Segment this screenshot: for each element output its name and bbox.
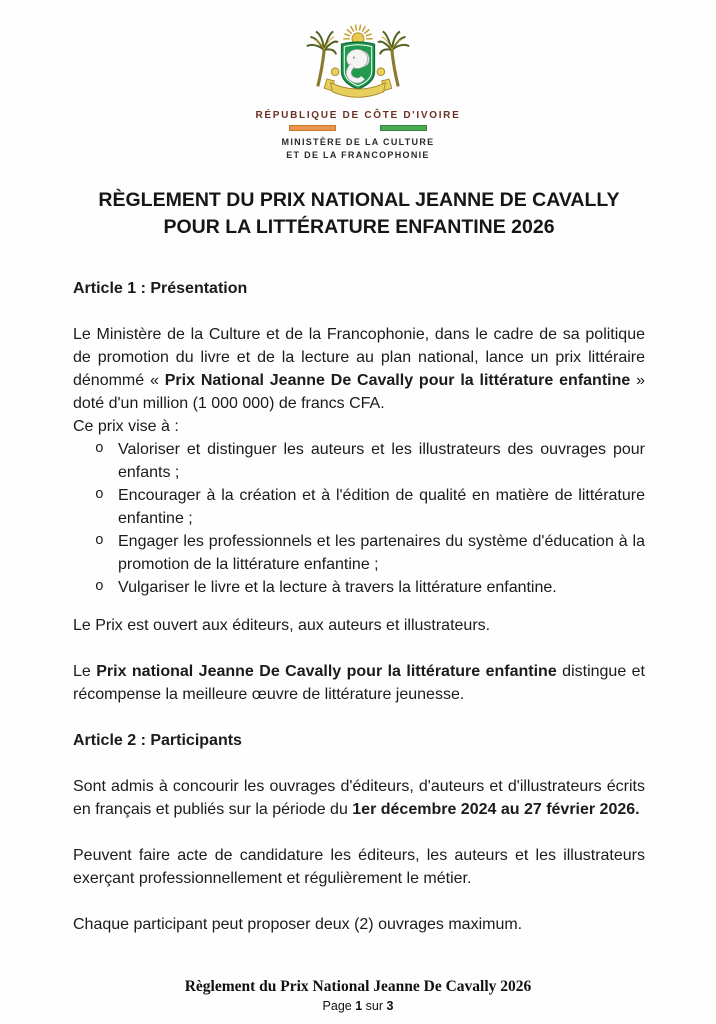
prize-name-bold: Prix national Jeanne De Cavally pour la littérature enfantine	[96, 663, 557, 681]
article-1-heading: Article 1 : Présentation	[73, 280, 248, 298]
goal-text: Engager les professionnels et les partenaires du système d'éducation à la promotion de la littérature enfantine ;	[118, 533, 645, 574]
goal-text: Valoriser et distinguer les auteurs et les illustrateurs des ouvrages pour enfants ;	[118, 441, 645, 482]
palm-tree-right-icon	[378, 32, 409, 87]
page-number	[0, 999, 716, 1013]
goal-text: Vulgariser le livre et la lecture à travers la littérature enfantine.	[118, 579, 557, 597]
article-1-intro-paragraph	[73, 323, 645, 415]
footer	[0, 978, 716, 1013]
ministry-line-1: MINISTÈRE DE LA CULTURE	[281, 137, 435, 147]
goal-item	[73, 576, 645, 599]
scroll-curl-left	[331, 68, 339, 76]
intro-text-pre: Le Ministère de la Culture et de la Francophonie, dans le cadre de sa politique de promotion du livre et de la lecture au plan national, lance un prix littéraire dénommé «	[73, 326, 645, 390]
open-to-paragraph: Le Prix est ouvert aux éditeurs, aux auteurs et illustrateurs.	[73, 617, 491, 635]
intro-text-post: » doté d'un million (1 000 000) de francs CFA.	[73, 372, 646, 413]
bullet-icon: o	[95, 487, 104, 504]
prize-name-bold: Prix National Jeanne De Cavally pour la littérature enfantine	[164, 372, 631, 390]
flag-bar	[289, 125, 427, 131]
goals-list	[73, 438, 645, 599]
scroll-curl-right	[377, 68, 385, 76]
republic-name: RÉPUBLIQUE DE CÔTE D'IVOIRE	[255, 110, 461, 121]
palm-tree-left-icon	[307, 32, 338, 87]
coat-of-arms	[294, 24, 422, 103]
ministry-name	[0, 136, 716, 162]
eligibility-paragraph	[73, 775, 645, 821]
purpose-text-post: distingue et récompense la meilleure œuvre de littérature jeunesse.	[73, 663, 645, 704]
bullet-icon: o	[95, 533, 104, 550]
letterhead	[0, 0, 716, 162]
article-2-heading: Article 2 : Participants	[73, 732, 242, 750]
page-total: 3	[386, 999, 394, 1013]
page-current: 1	[355, 999, 363, 1013]
document-body	[0, 187, 716, 936]
document-title-line-1: RÈGLEMENT DU PRIX NATIONAL JEANNE DE CAVALLY	[98, 189, 620, 212]
eligibility-text-pre: Sont admis à concourir les ouvrages d'éditeurs, d'auteurs et d'illustrateurs écrits en français et publiés sur la période du	[73, 778, 645, 819]
candidature-paragraph: Peuvent faire acte de candidature les éditeurs, les auteurs et les illustrateurs exerçant professionnellement et régulièrement le métier.	[73, 847, 645, 888]
flag-orange-segment	[289, 125, 336, 131]
ministry-line-2: ET DE LA FRANCOPHONIE	[286, 150, 430, 161]
page-label-mid: sur	[362, 999, 387, 1013]
max-works-paragraph: Chaque participant peut proposer deux (2) ouvrages maximum.	[73, 916, 523, 934]
eligibility-period-bold: 1er décembre 2024 au 27 février 2026.	[352, 801, 640, 819]
footer-title: Règlement du Prix National Jeanne De Cavally 2026	[184, 978, 532, 995]
bullet-icon: o	[95, 579, 104, 596]
goal-item	[73, 484, 645, 530]
goal-item	[73, 530, 645, 576]
flag-green-segment	[380, 125, 427, 131]
goals-lead-in: Ce prix vise à :	[73, 418, 179, 436]
goal-item	[73, 438, 645, 484]
prize-purpose-paragraph	[73, 660, 645, 706]
document-title-line-2: POUR LA LITTÉRATURE ENFANTINE 2026	[163, 216, 555, 239]
goal-text: Encourager à la création et à l'édition de qualité en matière de littérature enfantine ;	[118, 487, 645, 528]
page-label-pre: Page	[322, 999, 356, 1013]
bullet-icon: o	[95, 441, 104, 458]
document-title	[73, 187, 645, 241]
purpose-text-pre: Le	[73, 663, 97, 681]
